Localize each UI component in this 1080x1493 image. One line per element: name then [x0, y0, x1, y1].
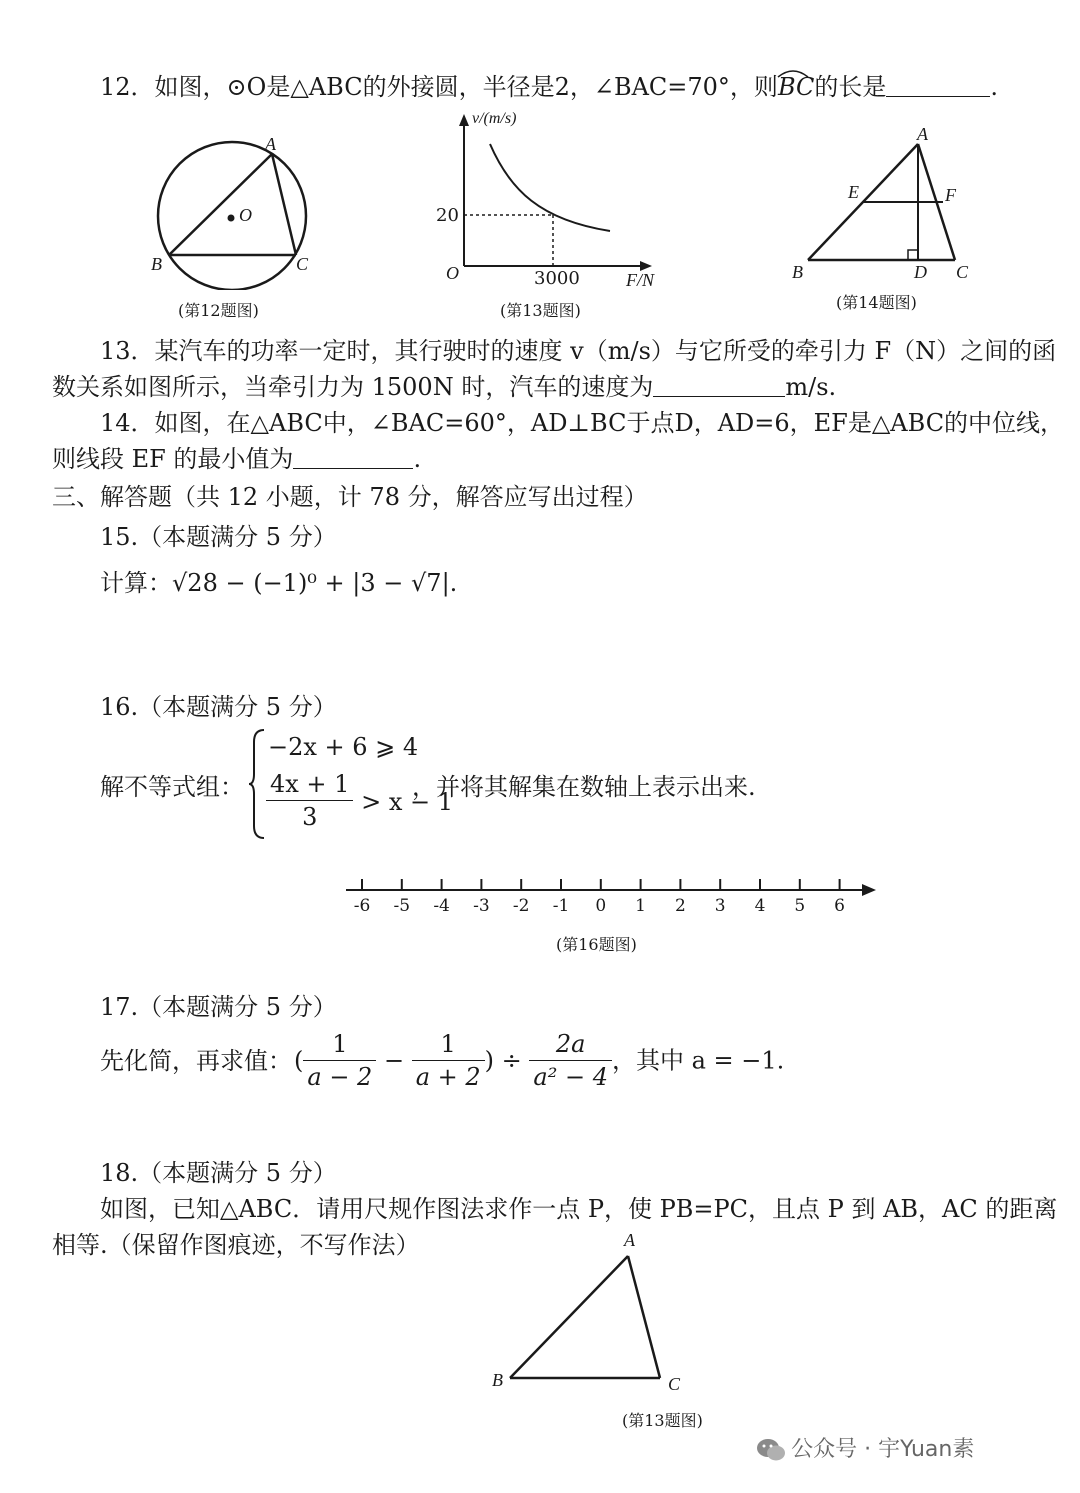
q18-title: 18.（本题满分 5 分）: [100, 1159, 337, 1187]
fig13-xlabel: F/N: [626, 270, 655, 290]
number-line-label: -2: [512, 896, 530, 916]
section-3-heading: 三、解答题（共 12 小题，计 78 分，解答应写出过程）: [52, 483, 648, 511]
number-line-label: 5: [794, 896, 806, 916]
fig18-label-c: C: [668, 1374, 681, 1394]
number-line-label: 4: [754, 896, 766, 916]
number-line-label: -6: [353, 896, 371, 916]
figure-18-triangle: [500, 1250, 680, 1390]
number-line-label: 2: [674, 896, 686, 916]
wechat-icon: [756, 1437, 786, 1467]
fig13-ytick: 20: [436, 205, 459, 226]
q13-line2: 数关系如图所示，当牵引力为 1500N 时，汽车的速度为 m/s.: [52, 373, 837, 401]
fig13-xtick: 3000: [534, 268, 580, 289]
number-line-label: 1: [635, 896, 646, 916]
watermark: 公众号 · 宇Yuan素: [756, 1432, 974, 1467]
fig13-caption: (第13题图): [500, 301, 581, 320]
q17-expression: ( $\frac{1}{a - 2}$ − $\frac{1}{a + 2}$ ) ÷ $\frac{2a}{\text{a² − 4}}$ ，其中 a = −1.: [294, 1030, 785, 1091]
number-line-label: -3: [473, 896, 490, 916]
arc-symbol: [776, 68, 810, 78]
figure-13-graph: [440, 110, 660, 280]
fig18-label-a: A: [624, 1230, 635, 1250]
fig13-origin: O: [446, 263, 459, 283]
fig14-label-b: B: [792, 262, 803, 282]
fig13-ylabel: v/(m/s): [472, 110, 517, 127]
fig14-label-f: F: [945, 185, 956, 205]
number-line-label: 0: [595, 896, 607, 916]
number-line-label: -4: [433, 896, 450, 916]
fig14-label-e: E: [848, 182, 859, 202]
fig12-label-b: B: [151, 254, 162, 274]
fig14-label-d: D: [914, 262, 927, 282]
q14-line1: 14．如图，在△ABC中，∠BAC=60°，AD⊥BC于点D，AD=6，EF是△ABC的中位线，: [100, 409, 1065, 437]
answer-blank-14[interactable]: [293, 446, 413, 469]
q17-prefix: 先化简，再求值：: [100, 1047, 292, 1075]
q15-title: 15.（本题满分 5 分）: [100, 523, 337, 551]
q13-line1: 13．某汽车的功率一定时，其行驶时的速度 v（m/s）与它所受的牵引力 F（N）之间的函: [100, 337, 1057, 365]
q16-prefix: 解不等式组：: [100, 773, 244, 801]
q14-line2: 则线段 EF 的最小值为 .: [52, 445, 422, 473]
number-line-label: 3: [714, 896, 726, 916]
fig12-label-o: O: [239, 205, 252, 225]
fig14-label-c: C: [956, 262, 969, 282]
answer-blank-13[interactable]: [653, 374, 785, 397]
q16-inequality-1: −2x + 6 ⩾ 4: [268, 733, 419, 761]
q16-inequality-2: $\frac{4x + 1}{3}$ > x − 1: [266, 774, 453, 833]
fig18-label-b: B: [492, 1370, 503, 1390]
q15-expression: √28 − (−1)⁰ + |3 − √7|.: [172, 569, 458, 597]
q18-line2: 相等.（保留作图痕迹，不写作法）: [52, 1231, 420, 1259]
fig14-label-a: A: [917, 124, 928, 144]
number-line-label: 6: [834, 896, 845, 916]
fig12-caption: (第12题图): [178, 301, 259, 320]
number-line-label: -1: [552, 896, 570, 916]
fig12-label-a: A: [265, 134, 276, 154]
q18-line1: 如图，已知△ABC．请用尺规作图法求作一点 P，使 PB=PC，且点 P 到 AB，AC 的距离: [100, 1195, 1058, 1223]
q15-body: 计算：√28 − (−1)⁰ + |3 − √7|.: [100, 569, 458, 597]
fig12-label-c: C: [296, 254, 309, 274]
fig16-caption: (第16题图): [556, 935, 637, 954]
q16-suffix: ，并将其解集在数轴上表示出来.: [412, 773, 756, 801]
fig14-caption: (第14题图): [836, 293, 917, 312]
number-line-label: -5: [393, 896, 411, 916]
left-brace: [248, 728, 268, 840]
q12-text: 12．如图，⊙O是△ABC的外接圆，半径是2，∠BAC=70°，则BC 的长是 .: [100, 72, 998, 102]
fig18-caption: (第13题图): [622, 1411, 703, 1430]
q17-title: 17.（本题满分 5 分）: [100, 993, 337, 1021]
q16-title: 16.（本题满分 5 分）: [100, 693, 337, 721]
answer-blank-12[interactable]: [886, 74, 990, 97]
